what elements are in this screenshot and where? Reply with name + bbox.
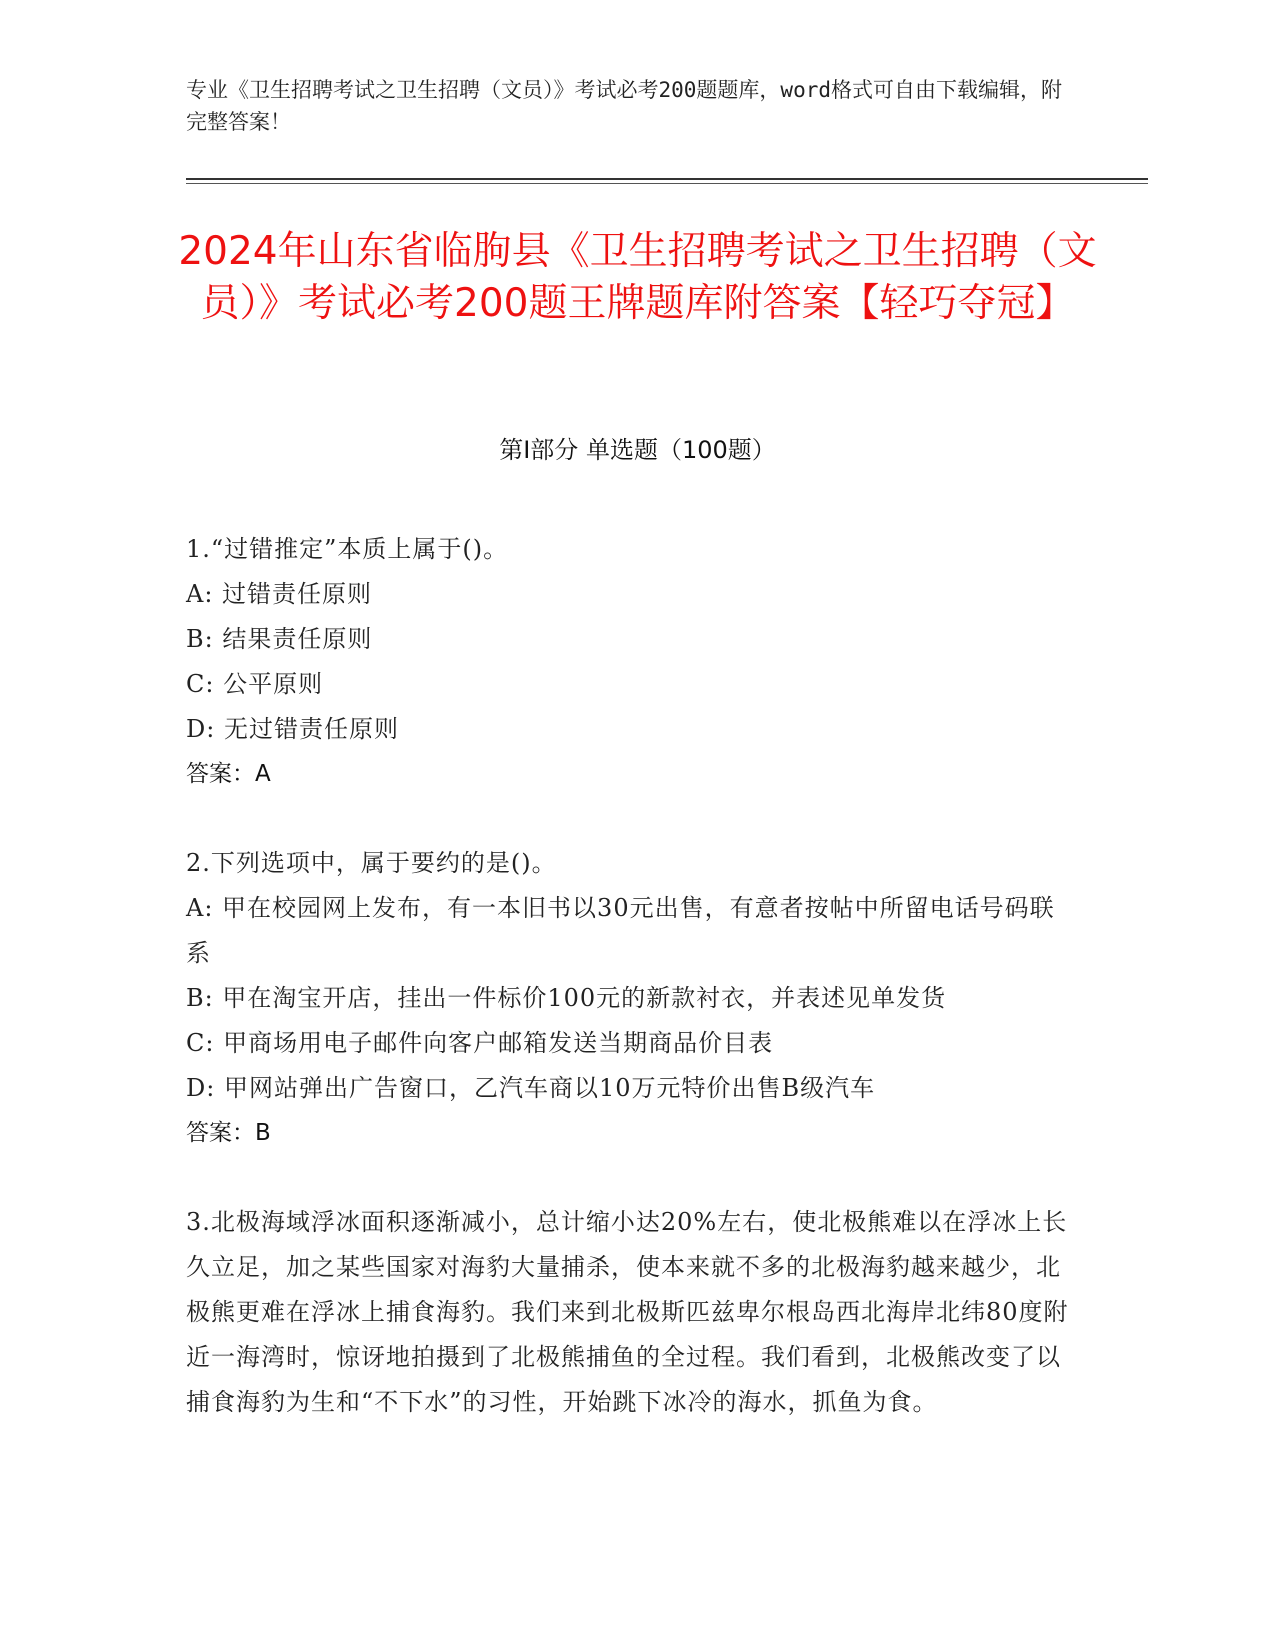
question-stem: 1.“过错推定”本质上属于()。 <box>186 535 509 563</box>
question-2 <box>186 841 1076 1156</box>
option-a: A: 甲在校园网上发布，有一本旧书以30元出售，有意者按帖中所留电话号码联系 <box>186 894 1055 967</box>
option-b: B: 甲在淘宝开店，挂出一件标价100元的新款衬衣，并表述见单发货 <box>186 984 947 1012</box>
answer-line: 答案：A <box>186 761 271 787</box>
document-title: 2024年山东省临朐县《卫生招聘考试之卫生招聘（文员）》考试必考200题王牌题库附答案【轻巧夺冠】 <box>178 229 1097 326</box>
header-divider <box>186 178 1148 180</box>
option-c: C: 甲商场用电子邮件向客户邮箱发送当期商品价目表 <box>186 1029 774 1057</box>
question-1 <box>186 527 1076 797</box>
option-d: D: 甲网站弹出广告窗口，乙汽车商以10万元特价出售B级汽车 <box>186 1074 876 1102</box>
option-c: C: 公平原则 <box>186 670 324 698</box>
header-note: 专业《卫生招聘考试之卫生招聘（文员）》考试必考200题题库，word格式可自由下载编辑，附完整答案！ <box>186 78 1062 134</box>
question-list <box>186 527 1076 1469</box>
section-heading: 第Ⅰ部分 单选题（100题） <box>499 436 776 464</box>
option-d: D: 无过错责任原则 <box>186 715 399 743</box>
question-stem: 2.下列选项中，属于要约的是()。 <box>186 849 557 877</box>
question-stem: 3.北极海域浮冰面积逐渐减小，总计缩小达20%左右，使北极熊难以在浮冰上长久立足，加之某些国家对海豹大量捕杀，使本来就不多的北极海豹越来越少，北极熊更难在浮冰上捕食海豹。我们来到北极斯匹兹卑尔根岛西北海岸北纬80度附近一海湾时，惊讶地拍摄到了北极熊捕鱼的全过程。我们看到，北极熊改变了以捕食海豹为生和“不下水”的习性，开始跳下冰冷的海水，抓鱼为食。 <box>186 1208 1069 1416</box>
option-b: B: 结果责任原则 <box>186 625 373 653</box>
question-3 <box>186 1200 1076 1425</box>
option-a: A: 过错责任原则 <box>186 580 373 608</box>
header-divider-thin <box>186 183 1148 184</box>
answer-line: 答案：B <box>186 1120 271 1146</box>
